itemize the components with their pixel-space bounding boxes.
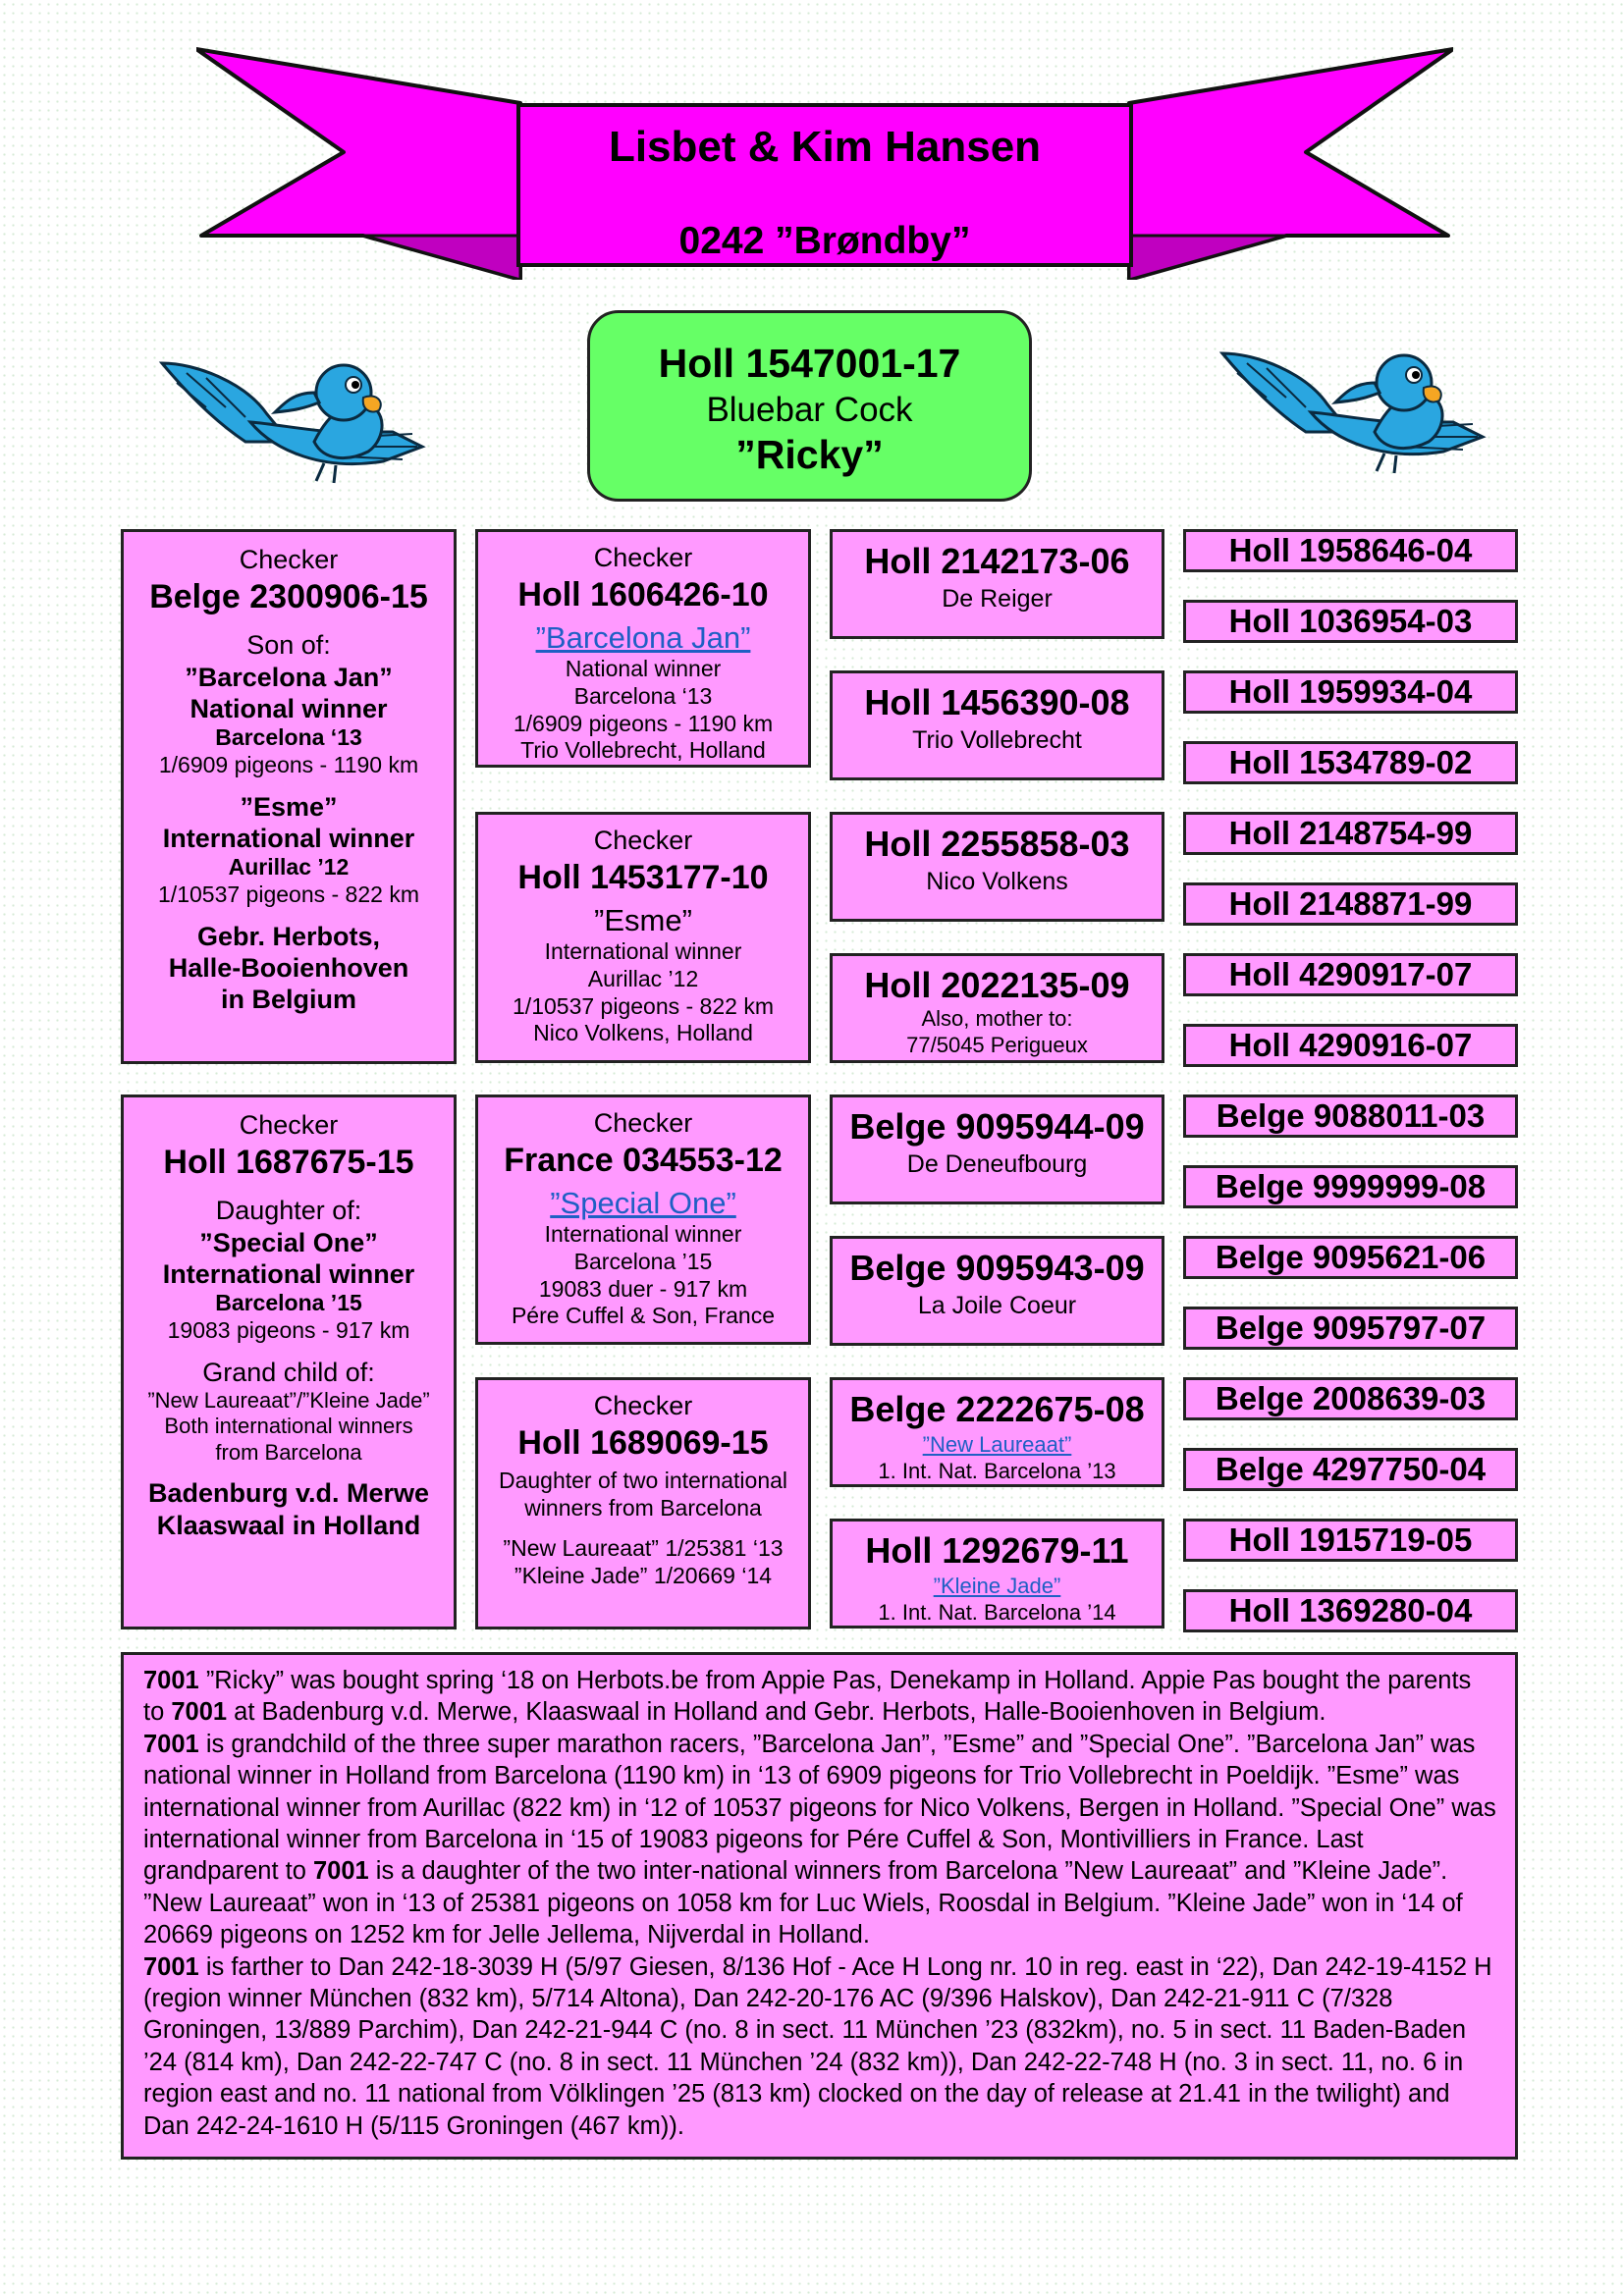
grandparent-color: Checker [593, 1391, 693, 1420]
gen4-ring: Belge 9088011-03 [1183, 1095, 1518, 1138]
sire-box [121, 529, 457, 1064]
grandparent-detail: winners from Barcelona [524, 1494, 762, 1521]
grandparent-color: Checker [593, 543, 693, 572]
gen4-ring: Belge 2008639-03 [1183, 1377, 1518, 1420]
gen4-ring: Holl 1036954-03 [1183, 600, 1518, 643]
detail-line: ”New Laureaat”/”Kleine Jade” [147, 1387, 430, 1413]
gen4-ring: Holl 1369280-04 [1183, 1589, 1518, 1632]
gen4-ring: Holl 4290917-07 [1183, 953, 1518, 996]
grandparent-detail: Nico Volkens, Holland [533, 1020, 753, 1046]
grandparent-color: Checker [593, 826, 693, 855]
great-grandparent-link[interactable]: ”Kleine Jade” [933, 1574, 1061, 1599]
detail-line: 1/10537 pigeons - 822 km [158, 881, 419, 907]
gen4-ring: Holl 1958646-04 [1183, 529, 1518, 572]
grandparent-color: Checker [593, 1108, 693, 1138]
great-grandparent-box [830, 1236, 1164, 1346]
detail-line: Barcelona ’15 [215, 1290, 362, 1316]
great-grandparent-box [830, 812, 1164, 922]
great-grandparent-ring: Belge 9095944-09 [849, 1106, 1145, 1147]
detail-line: from Barcelona [215, 1439, 362, 1465]
detail-line: International winner [162, 823, 415, 853]
great-grandparent-box [830, 1095, 1164, 1204]
grandparent-detail: Trio Vollebrecht, Holland [520, 737, 766, 764]
grandparent-name[interactable]: ”Barcelona Jan” [535, 620, 751, 656]
dam-details [124, 1195, 454, 1541]
grandparent-detail: International winner [544, 938, 742, 965]
club-name: 0242 ”Brøndby” [678, 220, 971, 262]
grandparent-ring: Holl 1689069-15 [517, 1424, 769, 1463]
grandparent-box [475, 812, 811, 1063]
great-grandparent-note: Nico Volkens [926, 868, 1068, 896]
detail-line: ”Esme” [240, 791, 338, 822]
gen4-ring: Belge 9095797-07 [1183, 1307, 1518, 1350]
grandparent-detail: ”New Laureaat” 1/25381 ‘13 [503, 1535, 784, 1562]
grandparent-detail: 19083 duer - 917 km [538, 1275, 748, 1302]
great-grandparent-link[interactable]: ”New Laureaat” [922, 1432, 1072, 1458]
grandparent-name: ”Esme” [594, 903, 692, 938]
gen4-ring: Holl 1534789-02 [1183, 741, 1518, 784]
great-grandparent-note: Trio Vollebrecht [912, 726, 1082, 755]
great-grandparent-box [830, 529, 1164, 639]
grandparent-detail: International winner [544, 1221, 742, 1248]
great-grandparent-ring: Holl 2142173-06 [864, 541, 1130, 581]
description-text: 7001 ”Ricky” was bought spring ‘18 on Herbots.be from Appie Pas, Denekamp in Holland. Appie Pas bought the parents to 7001 at Badenburg v.d. Merwe, Klaaswaal in Holland and Gebr. Herbots, Halle-Booienhoven in Belgium. 7001 is grandchild of the three super marathon racers, ”Barcelona Jan”, ”Esme” and ”Special One”. ”Barcelona Jan” was national winner in Holland from Barcelona (1190 km) in ‘13 of 6909 pigeons for Trio Vollebrecht in Poeldijk. ”Esme” was international winner from Aurillac (822 km) in ‘12 of 10537 pigeons for Nico Volkens, Bergen in Holland. ”Special One” was international winner from Barcelona in ‘15 of 19083 pigeons for Pére Cuffel & Son, Montivilliers in France. Last grandparent to 7001 is a daughter of the two inter-national winners from Barcelona ”New Laureaat” and ”Kleine Jade”. ”New Laureaat” won in ‘13 of 25381 pigeons on 1058 km for Luc Wiels, Roosdal in Belgium. ”Kleine Jade” won in ‘14 of 20669 pigeons on 1252 km for Jelle Jellema, Nijverdal in Holland. 7001 is farther to Dan 242-18-3039 H (5/97 Giesen, 8/136 Hof - Ace H Long nr. 10 in reg. east in ‘22), Dan 242-19-4152 H (region winner München (832 km), 5/714 Altona), Dan 242-20-176 AC (9/396 Halskov), Dan 242-21-911 C (7/328 Groningen, 13/889 Parchim), Dan 242-21-944 C (no. 8 in sect. 11 München ’23 (832km), no. 5 in sect. 11 Baden-Baden ’24 (814 km), Dan 242-22-747 C (no. 8 in sect. 11 München ’24 (832 km)), Dan 242-22-748 H (no. 3 in sect. 11, no. 6 in region east and no. 11 national from Völklingen ’25 (813 km) clocked on the day of release at 21.41 in the twilight) and Dan 242-24-1610 H (5/115 Groningen (467 km)). [143, 1667, 1496, 2140]
dam-color: Checker [239, 1110, 339, 1140]
gen4-ring: Belge 9095621-06 [1183, 1236, 1518, 1279]
grandparent-ring: France 034553-12 [504, 1142, 783, 1180]
grandparent-detail: ”Kleine Jade” 1/20669 ‘14 [514, 1562, 773, 1588]
great-grandparent-note: 1. Int. Nat. Barcelona ’14 [878, 1599, 1116, 1625]
detail-line: 1/6909 pigeons - 1190 km [158, 751, 419, 777]
detail-line: International winner [162, 1258, 415, 1289]
grandparent-box [475, 1095, 811, 1345]
grandparent-detail: 1/6909 pigeons - 1190 km [513, 710, 774, 736]
sire-color: Checker [239, 545, 339, 574]
subject-ring: Holl 1547001-17 [658, 341, 961, 386]
detail-line [124, 1345, 454, 1357]
sire-ring: Belge 2300906-15 [149, 578, 428, 616]
detail-line: ”Barcelona Jan” [185, 662, 393, 692]
dam-ring: Holl 1687675-15 [163, 1144, 414, 1182]
grandparent-ring: Holl 1453177-10 [517, 859, 769, 897]
grandparent-detail: Daughter of two international [498, 1468, 788, 1494]
grandparent-detail: Barcelona ’15 [573, 1248, 713, 1274]
grandparent-detail: Aurillac ’12 [587, 965, 699, 991]
great-grandparent-box [830, 1519, 1164, 1629]
detail-line: 19083 pigeons - 917 km [167, 1316, 410, 1343]
grandparent-ring: Holl 1606426-10 [517, 576, 769, 614]
detail-line: National winner [189, 693, 388, 723]
great-grandparent-ring: Holl 2255858-03 [864, 824, 1130, 864]
gen4-ring: Holl 2148754-99 [1183, 812, 1518, 855]
subject-color: Bluebar Cock [706, 391, 913, 429]
subject-name: ”Ricky” [735, 432, 884, 477]
great-grandparent-box [830, 670, 1164, 780]
detail-line: Halle-Booienhoven [168, 952, 409, 983]
grandparent-detail: 1/10537 pigeons - 822 km [513, 992, 774, 1019]
detail-line [124, 779, 454, 791]
great-grandparent-ring: Holl 1292679-11 [865, 1530, 1129, 1571]
detail-line: Son of: [246, 630, 331, 661]
grandparent-detail [478, 1522, 808, 1535]
detail-line: Barcelona ‘13 [215, 724, 362, 751]
detail-line: Both international winners [164, 1414, 413, 1439]
great-grandparent-note: 1. Int. Nat. Barcelona ’13 [878, 1458, 1116, 1483]
great-grandparent-ring: Belge 2222675-08 [849, 1389, 1145, 1429]
owner-name: Lisbet & Kim Hansen [608, 123, 1042, 171]
detail-line: Aurillac ’12 [228, 854, 350, 881]
detail-line: Gebr. Herbots, [196, 921, 381, 951]
detail-line: Klaaswaal in Holland [156, 1510, 421, 1540]
gen4-ring: Holl 2148871-99 [1183, 882, 1518, 926]
detail-line [124, 1466, 454, 1477]
sire-details [124, 629, 454, 1016]
detail-line: Daughter of: [215, 1196, 362, 1226]
gen4-ring: Belge 4297750-04 [1183, 1448, 1518, 1491]
grandparent-detail: National winner [565, 656, 722, 682]
bluebird-left-icon [157, 353, 432, 491]
gen4-ring: Belge 9999999-08 [1183, 1165, 1518, 1208]
great-grandparent-ring: Belge 9095943-09 [849, 1248, 1145, 1288]
great-grandparent-box [830, 953, 1164, 1063]
gen4-ring: Holl 4290916-07 [1183, 1024, 1518, 1067]
detail-line: Grand child of: [202, 1357, 375, 1387]
detail-line: Badenburg v.d. Merwe [147, 1478, 430, 1509]
great-grandparent-note: La Joile Coeur [917, 1292, 1077, 1320]
grandparent-box [475, 1377, 811, 1629]
bluebird-right-icon [1217, 344, 1492, 481]
great-grandparent-ring: Holl 1456390-08 [864, 682, 1130, 722]
great-grandparent-note: 77/5045 Perigueux [906, 1032, 1088, 1057]
dam-box [121, 1095, 457, 1629]
gen4-ring: Holl 1915719-05 [1183, 1519, 1518, 1562]
gen4-ring: Holl 1959934-04 [1183, 670, 1518, 714]
great-grandparent-note: De Reiger [942, 585, 1053, 614]
grandparent-detail: Pére Cuffel & Son, France [511, 1303, 776, 1329]
detail-line: ”Special One” [199, 1227, 378, 1257]
subject-box [587, 310, 1032, 502]
detail-line [124, 909, 454, 921]
grandparent-box [475, 529, 811, 768]
great-grandparent-ring: Holl 2022135-09 [864, 965, 1130, 1005]
grandparent-detail: Barcelona ‘13 [573, 682, 713, 709]
detail-line: in Belgium [220, 985, 356, 1015]
great-grandparent-note: Also, mother to: [921, 1006, 1073, 1032]
description-box [121, 1652, 1518, 2160]
great-grandparent-note: De Deneufbourg [906, 1150, 1088, 1179]
great-grandparent-box [830, 1377, 1164, 1487]
grandparent-name[interactable]: ”Special One” [550, 1186, 736, 1221]
